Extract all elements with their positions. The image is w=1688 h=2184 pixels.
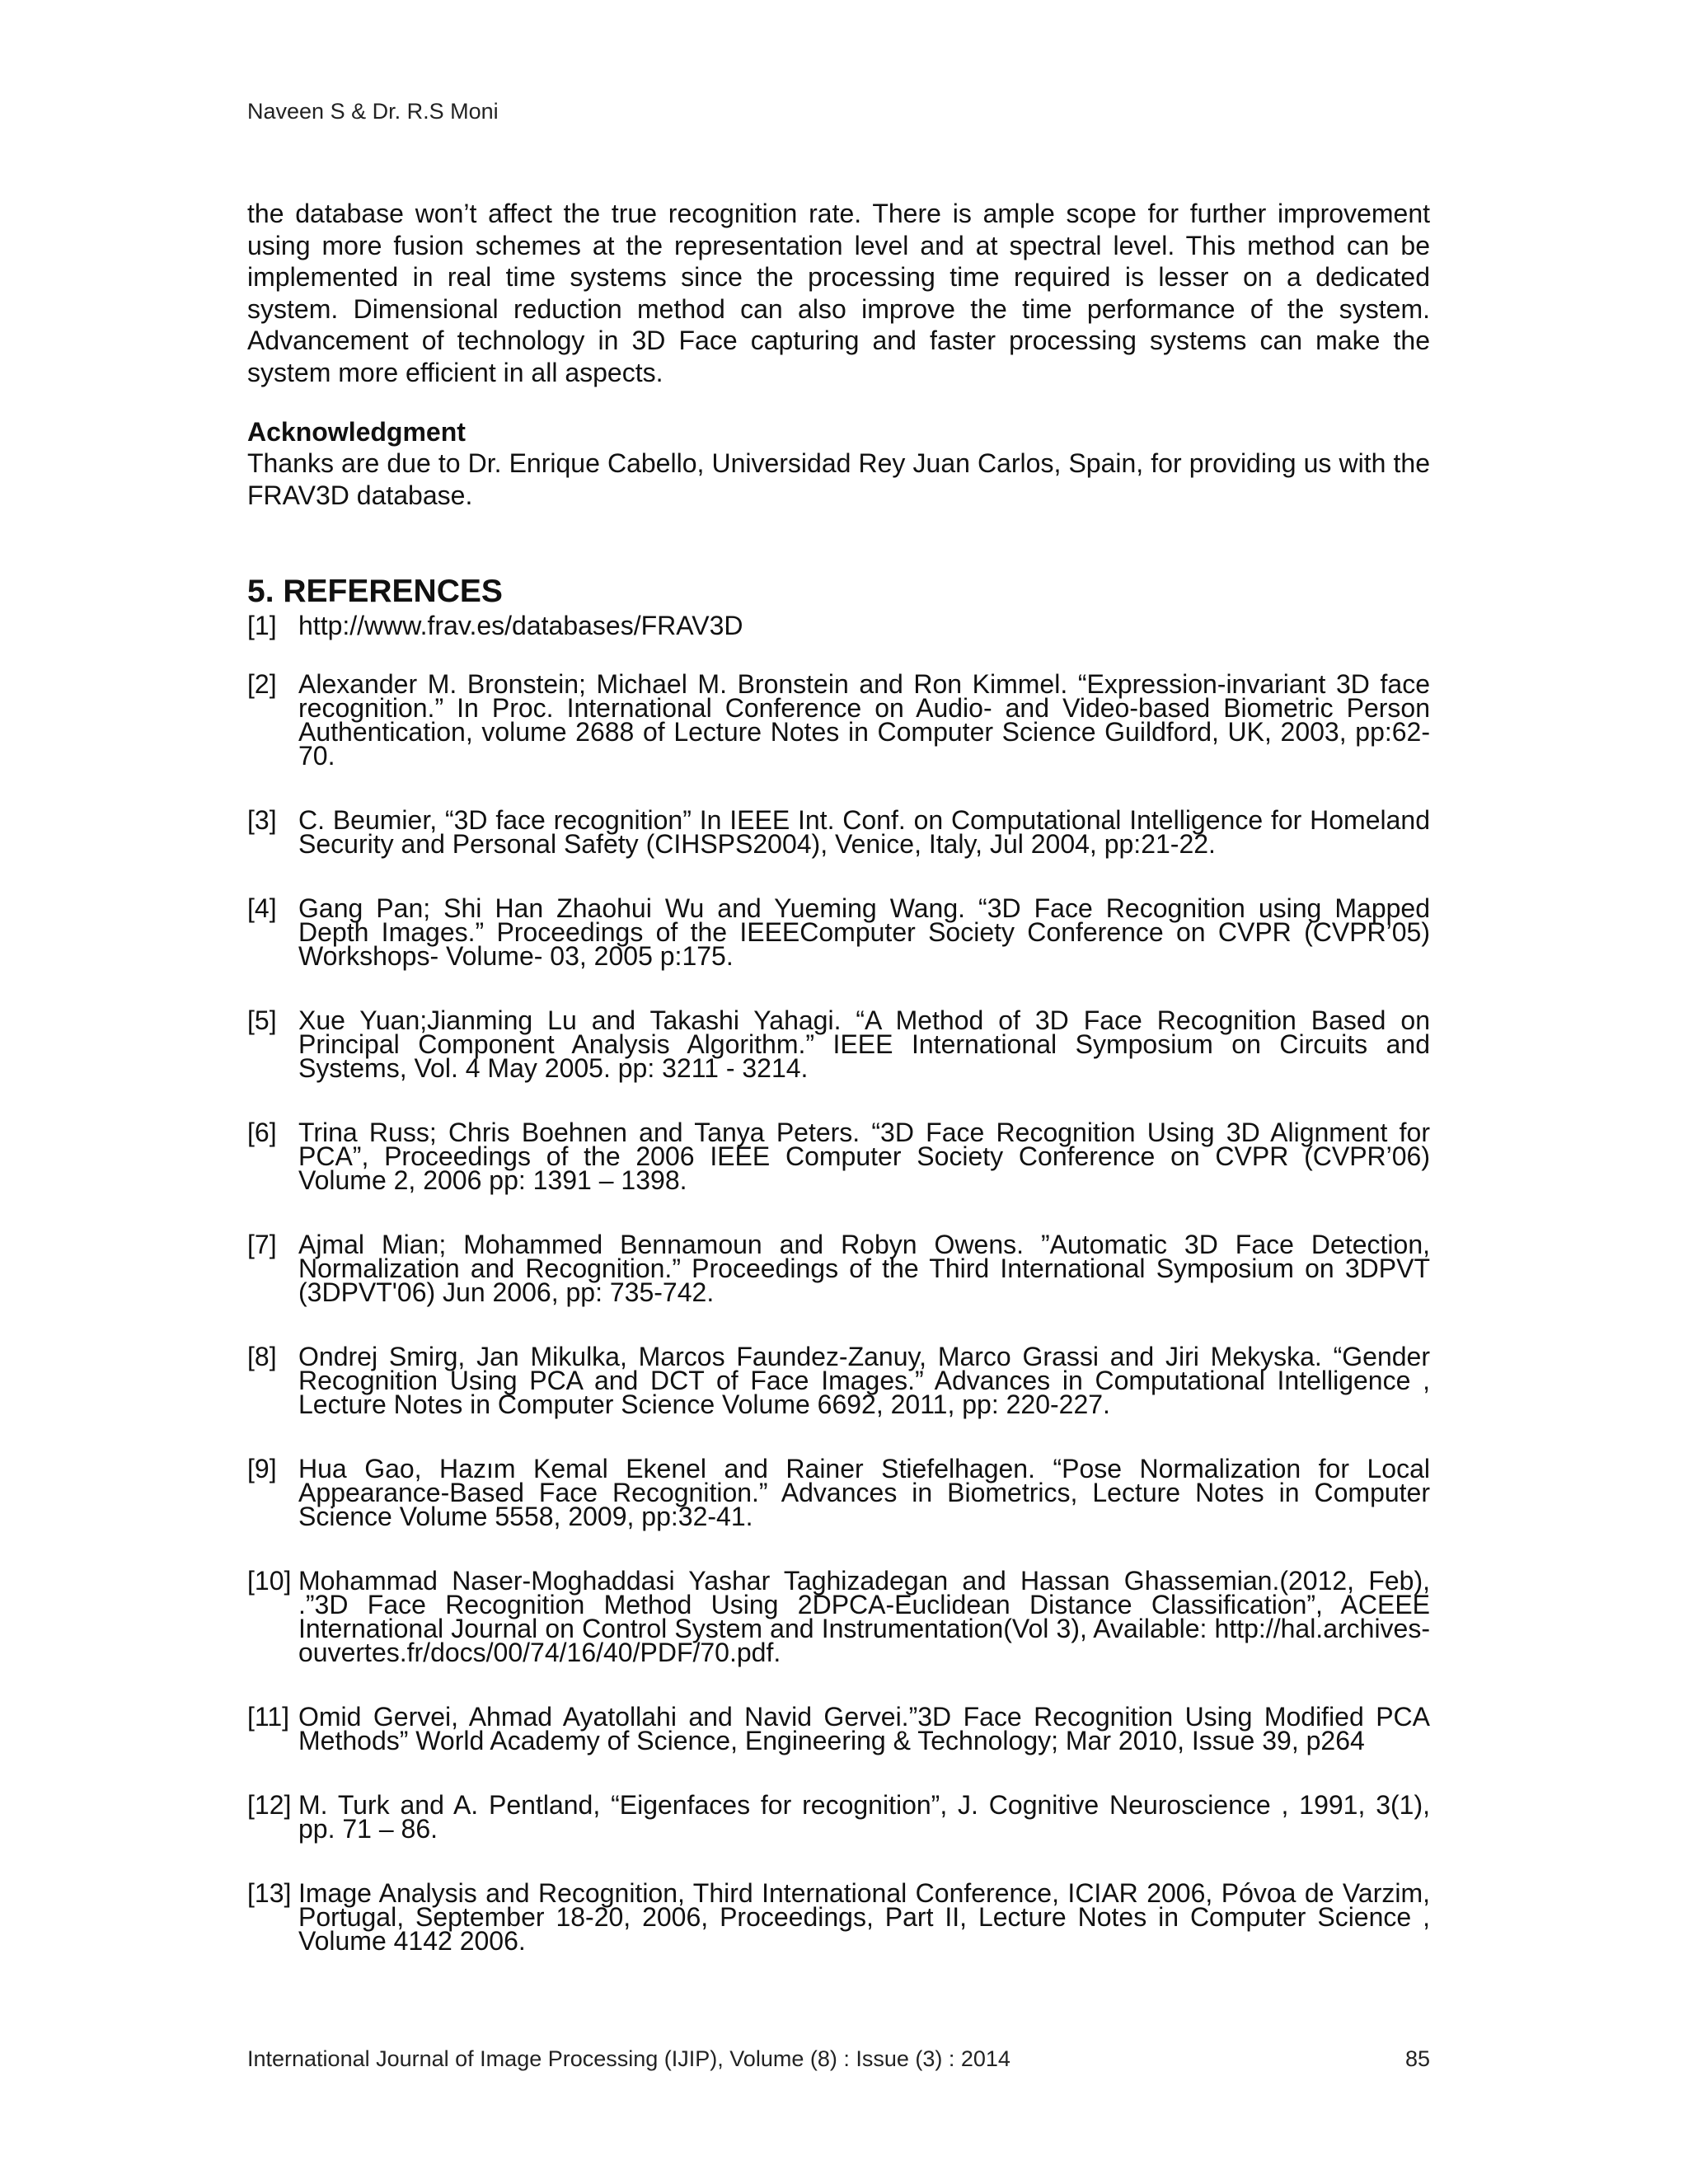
- reference-text: Alexander M. Bronstein; Michael M. Bronstein and Ron Kimmel. “Expression-invariant 3D face recognition.” In Proc. International Conference on Audio- and Video-based Biometric Person Authentication, volume 2688 of Lecture Notes in Computer Science Guildford, UK, 2003, pp:62-70.: [298, 669, 1430, 771]
- reference-item: [247, 610, 1430, 641]
- reference-item: [247, 805, 1430, 859]
- reference-number: [11]: [247, 1702, 289, 1732]
- reference-number: [2]: [247, 669, 277, 699]
- reference-item: [247, 1790, 1430, 1844]
- reference-item: [247, 1342, 1430, 1419]
- reference-number: [9]: [247, 1454, 277, 1483]
- reference-text: C. Beumier, “3D face recognition” In IEEE Int. Conf. on Computational Intelligence for Homeland Security and Personal Safety (CIHSPS2004), Venice, Italy, Jul 2004, pp:21-22.: [298, 805, 1430, 859]
- reference-number: [8]: [247, 1342, 277, 1371]
- page-number: 85: [1404, 2046, 1430, 2071]
- reference-text: Gang Pan; Shi Han Zhaohui Wu and Yueming Wang. “3D Face Recognition using Mapped Depth Images.” Proceedings of the IEEEComputer Society Conference on CVPR (CVPR’05) Workshops- Volume- 03, 2005 p:175.: [298, 893, 1430, 971]
- reference-number: [5]: [247, 1005, 277, 1035]
- reference-text: Mohammad Naser-Moghaddasi Yashar Taghizadegan and Hassan Ghassemian.(2012, Feb), .”3D Face Recognition Method Using 2DPCA-Euclidean Distance Classification”, ACEEE International Journal on Control System and Instrumentation(Vol 3), Available: http://hal.archives-ouvertes.fr/docs/00/74/16/40/PDF/70.pdf.: [298, 1566, 1430, 1667]
- running-head: Naveen S & Dr. R.S Moni: [247, 99, 499, 124]
- reference-item: [247, 669, 1430, 771]
- reference-item: [247, 1005, 1430, 1083]
- reference-number: [12]: [247, 1790, 292, 1820]
- references-heading: 5. REFERENCES: [247, 574, 503, 609]
- acknowledgment-text: Thanks are due to Dr. Enrique Cabello, Universidad Rey Juan Carlos, Spain, for providing us with the FRAV3D database.: [247, 448, 1430, 510]
- reference-item: [247, 1878, 1430, 1956]
- acknowledgment-heading: Acknowledgment: [247, 417, 466, 447]
- reference-number: [1]: [247, 611, 277, 640]
- reference-item: [247, 1702, 1430, 1755]
- reference-item: [247, 1454, 1430, 1531]
- reference-text: Omid Gervei, Ahmad Ayatollahi and Navid Gervei.”3D Face Recognition Using Modified PCA Methods” World Academy of Science, Engineering & Technology; Mar 2010, Issue 39, p264: [298, 1702, 1430, 1755]
- reference-text: Hua Gao, Hazım Kemal Ekenel and Rainer Stiefelhagen. “Pose Normalization for Local Appearance-Based Face Recognition.” Advances in Biometrics, Lecture Notes in Computer Science Volume 5558, 2009, pp:32-41.: [298, 1454, 1430, 1531]
- conclusion-paragraph: the database won’t affect the true recognition rate. There is ample scope for further improvement using more fusion schemes at the representation level and at spectral level. This method can be implemented in real time systems since the processing time required is lesser on a dedicated system. Dimensional reduction method can also improve the time performance of the system. Advancement of technology in 3D Face capturing and faster processing systems can make the system more efficient in all aspects.: [247, 199, 1430, 387]
- reference-number: [6]: [247, 1118, 277, 1147]
- footer-journal-info: International Journal of Image Processing (IJIP), Volume (8) : Issue (3) : 2014: [247, 2046, 1010, 2071]
- reference-text: Ondrej Smirg, Jan Mikulka, Marcos Faundez-Zanuy, Marco Grassi and Jiri Mekyska. “Gender Recognition Using PCA and DCT of Face Images.” Advances in Computational Intelligence , Lecture Notes in Computer Science Volume 6692, 2011, pp: 220-227.: [298, 1342, 1430, 1419]
- reference-text: Image Analysis and Recognition, Third International Conference, ICIAR 2006, Póvoa de Varzim, Portugal, September 18-20, 2006, Proceedings, Part II, Lecture Notes in Computer Science , Volume 4142 2006.: [298, 1878, 1430, 1956]
- reference-number: [7]: [247, 1230, 277, 1259]
- reference-item: [247, 1230, 1430, 1307]
- reference-text: Trina Russ; Chris Boehnen and Tanya Peters. “3D Face Recognition Using 3D Alignment for PCA”, Proceedings of the 2006 IEEE Computer Society Conference on CVPR (CVPR’06) Volume 2, 2006 pp: 1391 – 1398.: [298, 1118, 1430, 1195]
- reference-list: [247, 610, 1430, 1956]
- reference-number: [10]: [247, 1566, 292, 1596]
- reference-text: http://www.frav.es/databases/FRAV3D: [298, 611, 743, 640]
- reference-text: Ajmal Mian; Mohammed Bennamoun and Robyn Owens. ”Automatic 3D Face Detection, Normalization and Recognition.” Proceedings of the Third International Symposium on 3DPVT (3DPVT'06) Jun 2006, pp: 735-742.: [298, 1230, 1430, 1307]
- reference-text: M. Turk and A. Pentland, “Eigenfaces for recognition”, J. Cognitive Neuroscience , 1991, 3(1), pp. 71 – 86.: [298, 1790, 1430, 1844]
- reference-number: [3]: [247, 805, 277, 835]
- page-content: [247, 198, 1430, 1994]
- reference-text: Xue Yuan;Jianming Lu and Takashi Yahagi. “A Method of 3D Face Recognition Based on Principal Component Analysis Algorithm.” IEEE International Symposium on Circuits and Systems, Vol. 4 May 2005. pp: 3211 - 3214.: [298, 1005, 1430, 1083]
- reference-item: [247, 1566, 1430, 1667]
- reference-number: [4]: [247, 893, 277, 923]
- reference-item: [247, 893, 1430, 971]
- reference-number: [13]: [247, 1878, 292, 1908]
- reference-item: [247, 1118, 1430, 1195]
